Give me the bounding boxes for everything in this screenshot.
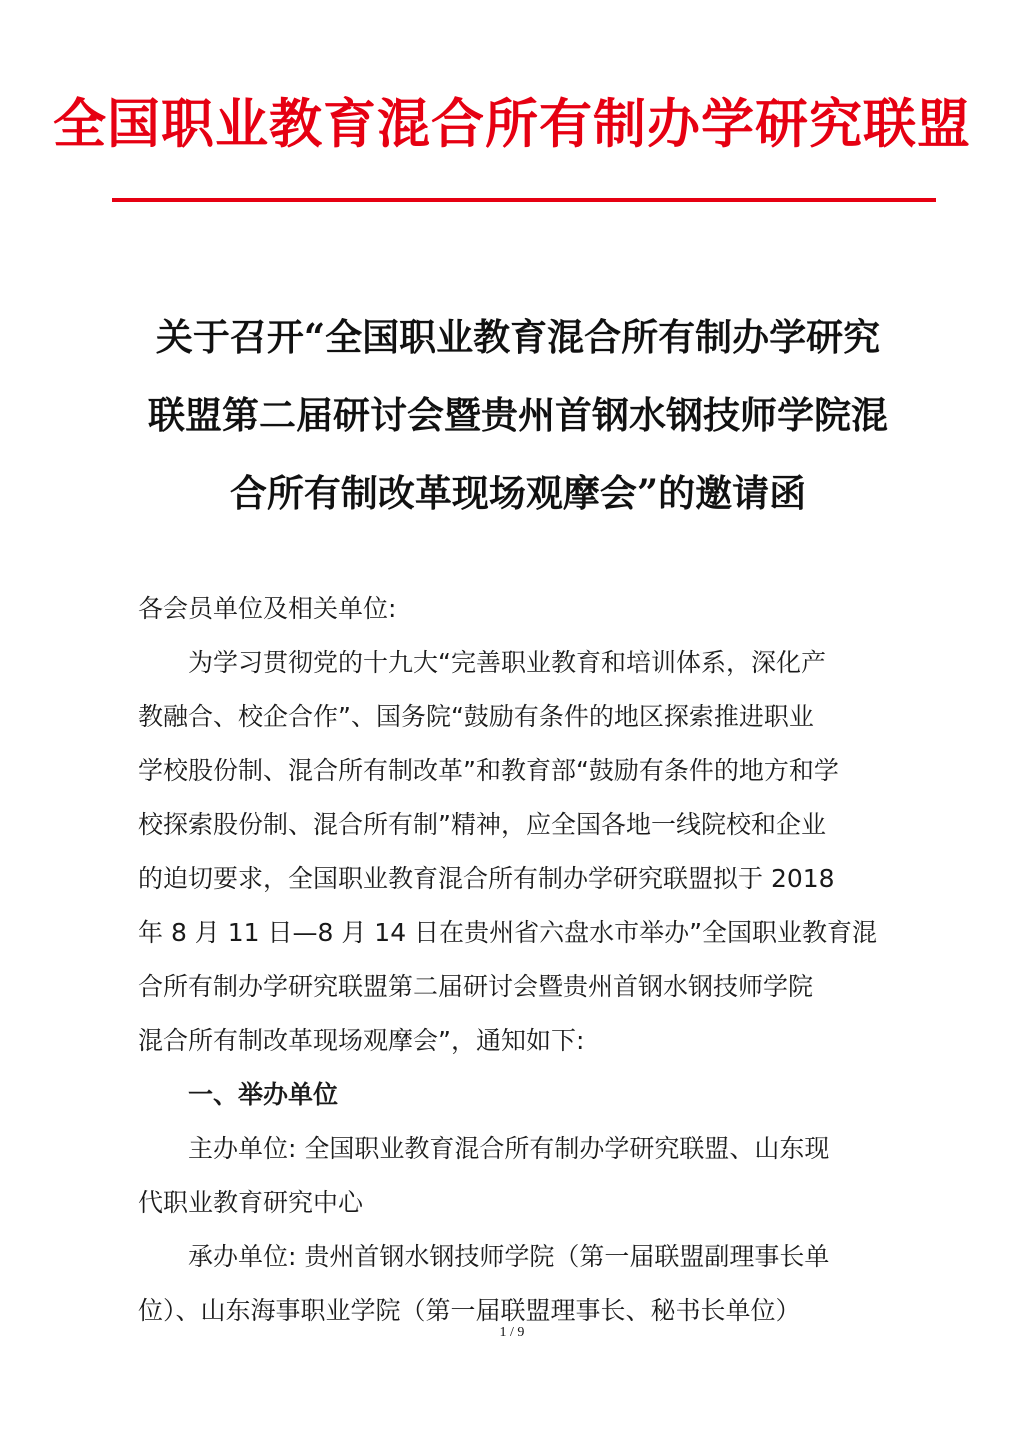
letterhead-organization: 全国职业教育混合所有制办学研究联盟 [53, 93, 971, 155]
title-line-3: 合所有制改革现场观摩会”的邀请函 [229, 471, 807, 515]
organizer-line-2: 位）、山东海事职业学院（第一届联盟理事长、秘书长单位） [138, 1296, 801, 1325]
host-line-2: 代职业教育研究中心 [138, 1188, 364, 1217]
document-body [138, 582, 898, 1338]
salutation: 各会员单位及相关单位: [138, 594, 397, 623]
section-1-heading: 一、举办单位 [188, 1080, 339, 1109]
paragraph-1-line-6: 年 8 月 11 日—8 月 14 日在贵州省六盘水市举办”全国职业教育混 [138, 918, 878, 947]
paragraph-1-line-5: 的迫切要求，全国职业教育混合所有制办学研究联盟拟于 2018 [138, 864, 835, 893]
letterhead-red-rule [112, 198, 936, 202]
title-line-2: 联盟第二届研讨会暨贵州首钢水钢技师学院混 [148, 393, 888, 437]
document-title [128, 298, 908, 532]
paragraph-1-line-4: 校探索股份制、混合所有制”精神，应全国各地一线院校和企业 [138, 810, 826, 839]
paragraph-1-line-7: 合所有制办学研究联盟第二届研讨会暨贵州首钢水钢技师学院 [138, 972, 814, 1001]
page-number: 1 / 9 [499, 1325, 525, 1340]
title-line-1: 关于召开“全国职业教育混合所有制办学研究 [155, 315, 881, 359]
organizer-line-1: 承办单位: 贵州首钢水钢技师学院（第一届联盟副理事长单 [188, 1242, 830, 1271]
paragraph-1-line-8: 混合所有制改革现场观摩会”，通知如下: [138, 1026, 585, 1055]
paragraph-1-line-1: 为学习贯彻党的十九大“完善职业教育和培训体系，深化产 [188, 648, 826, 677]
paragraph-1-line-2: 教融合、校企合作”、国务院“鼓励有条件的地区探索推进职业 [138, 702, 814, 731]
host-line-1: 主办单位: 全国职业教育混合所有制办学研究联盟、山东现 [188, 1134, 830, 1163]
paragraph-1-line-3: 学校股份制、混合所有制改革”和教育部“鼓励有条件的地方和学 [138, 756, 839, 785]
